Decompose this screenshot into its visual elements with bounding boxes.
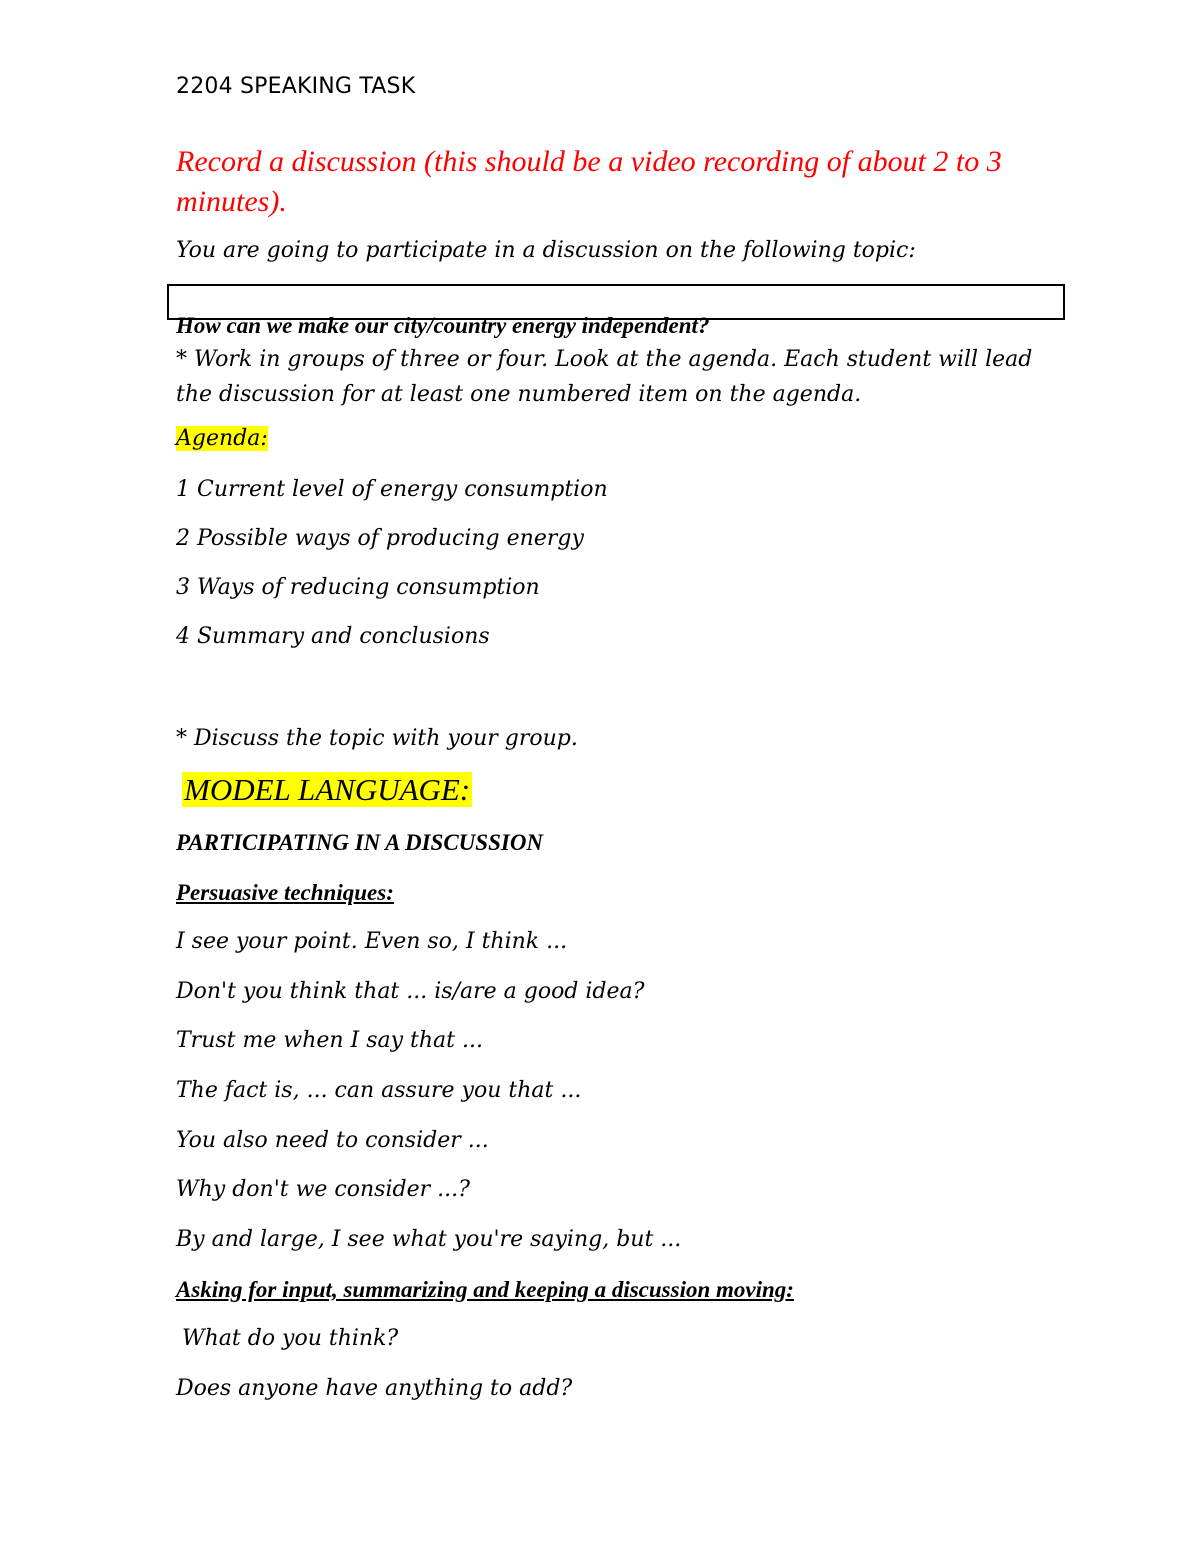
section-heading: PARTICIPATING IN A DISCUSSION	[176, 830, 544, 855]
task-instruction-discuss: * Discuss the topic with your group.	[176, 726, 578, 751]
phrase-item: Why don't we consider ...?	[176, 1177, 470, 1202]
phrase-item: Does anyone have anything to add?	[176, 1376, 573, 1401]
intro-text: You are going to participate in a discussion on the following topic:	[176, 238, 916, 263]
phrase-item: Trust me when I say that ...	[176, 1028, 483, 1053]
topic-question: How can we make our city/country energy independent?	[176, 313, 710, 338]
agenda-item: 3 Ways of reducing consumption	[176, 575, 540, 600]
agenda-label	[176, 426, 268, 451]
phrase-item: Don't you think that ... is/are a good idea?	[176, 979, 645, 1004]
model-language-heading	[182, 772, 472, 808]
task-instruction-groups: * Work in groups of three or four. Look at the agenda. Each student will lead the discussion for at least one numbered item on the agenda.	[176, 347, 1033, 407]
phrase-item: You also need to consider ...	[176, 1128, 489, 1153]
agenda-item: 2 Possible ways of producing energy	[176, 526, 584, 551]
phrase-item: The fact is, ... can assure you that ...	[176, 1078, 582, 1103]
phrase-item: What do you think?	[182, 1326, 399, 1351]
persuasive-heading: Persuasive techniques:	[176, 880, 394, 905]
phrase-item: By and large, I see what you're saying, but ...	[176, 1227, 682, 1252]
model-language-highlight: MODEL LANGUAGE:	[184, 772, 471, 807]
agenda-label-highlight: Agenda:	[176, 426, 268, 451]
agenda-item: 1 Current level of energy consumption	[176, 477, 608, 502]
asking-heading: Asking for input, summarizing and keeping a discussion moving:	[176, 1277, 794, 1302]
agenda-item: 4 Summary and conclusions	[176, 624, 490, 649]
phrase-item: I see your point. Even so, I think ...	[176, 929, 568, 954]
recording-instruction: Record a discussion (this should be a video recording of about 2 to 3 minutes).	[176, 145, 1002, 218]
document-title: 2204 SPEAKING TASK	[176, 74, 416, 99]
